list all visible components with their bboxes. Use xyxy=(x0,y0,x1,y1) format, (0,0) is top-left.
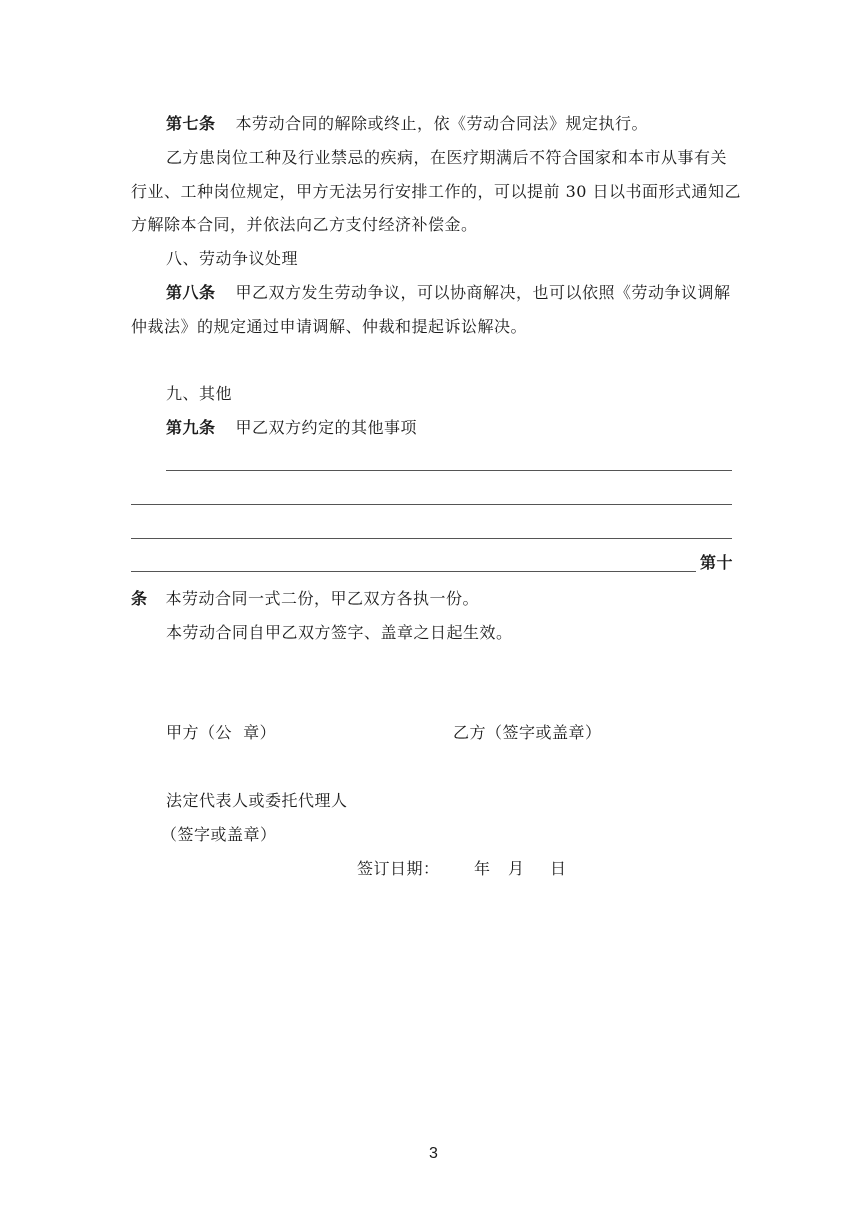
article-10-heading-part2: 条 xyxy=(131,589,148,608)
article-7-para2-line1: 乙方患岗位工种及行业禁忌的疾病，在医疗期满后不符合国家和本市从事有关 xyxy=(166,148,728,167)
article-10-text: 本劳动合同一式二份，甲乙双方各执一份。 xyxy=(165,589,480,608)
blank-line-1 xyxy=(166,470,732,471)
date-day: 日 xyxy=(550,859,567,878)
article-9-heading: 第九条 xyxy=(166,418,216,437)
legal-representative-label: 法定代表人或委托代理人 xyxy=(166,791,348,810)
article-7-para2-line3: 方解除本合同，并依法向乙方支付经济补偿金。 xyxy=(131,215,478,234)
date-year: 年 xyxy=(474,859,491,878)
article-10-line xyxy=(131,589,479,609)
article-9-text: 甲乙双方约定的其他事项 xyxy=(235,418,418,437)
signing-date-label: 签订日期： xyxy=(357,859,440,878)
article-8-line2: 仲裁法》的规定通过申请调解、仲裁和提起诉讼解决。 xyxy=(131,317,528,336)
article-10-effective: 本劳动合同自甲乙双方签字、盖章之日起生效。 xyxy=(166,623,513,642)
article-7-para2-line2: 行业、工种岗位规定，甲方无法另行安排工作的，可以提前 30 日以书面形式通知乙 xyxy=(131,182,742,201)
article-8-heading: 第八条 xyxy=(166,283,216,302)
article-10-heading-part1: 第十 xyxy=(700,553,734,572)
article-8-text-1: 甲乙双方发生劳动争议，可以协商解决，也可以依照《劳动争议调解 xyxy=(235,283,731,302)
section-8-title: 八、劳动争议处理 xyxy=(166,249,299,268)
section-9-title: 九、其他 xyxy=(166,384,233,403)
article-7-line xyxy=(166,114,648,134)
blank-line-4 xyxy=(131,571,696,572)
date-month: 月 xyxy=(508,859,525,878)
blank-line-2 xyxy=(131,504,732,505)
party-b-signature: 乙方（签字或盖章） xyxy=(453,723,602,742)
article-9-line xyxy=(166,418,417,438)
representative-signature: （签字或盖章） xyxy=(161,825,277,844)
article-7-text: 本劳动合同的解除或终止，依《劳动合同法》规定执行。 xyxy=(235,114,649,133)
party-a-seal: 甲方（公 章） xyxy=(166,723,277,742)
article-7-heading: 第七条 xyxy=(166,114,216,133)
page-number: 3 xyxy=(429,1145,438,1162)
article-8-line1 xyxy=(166,283,731,303)
blank-line-3 xyxy=(131,538,732,539)
